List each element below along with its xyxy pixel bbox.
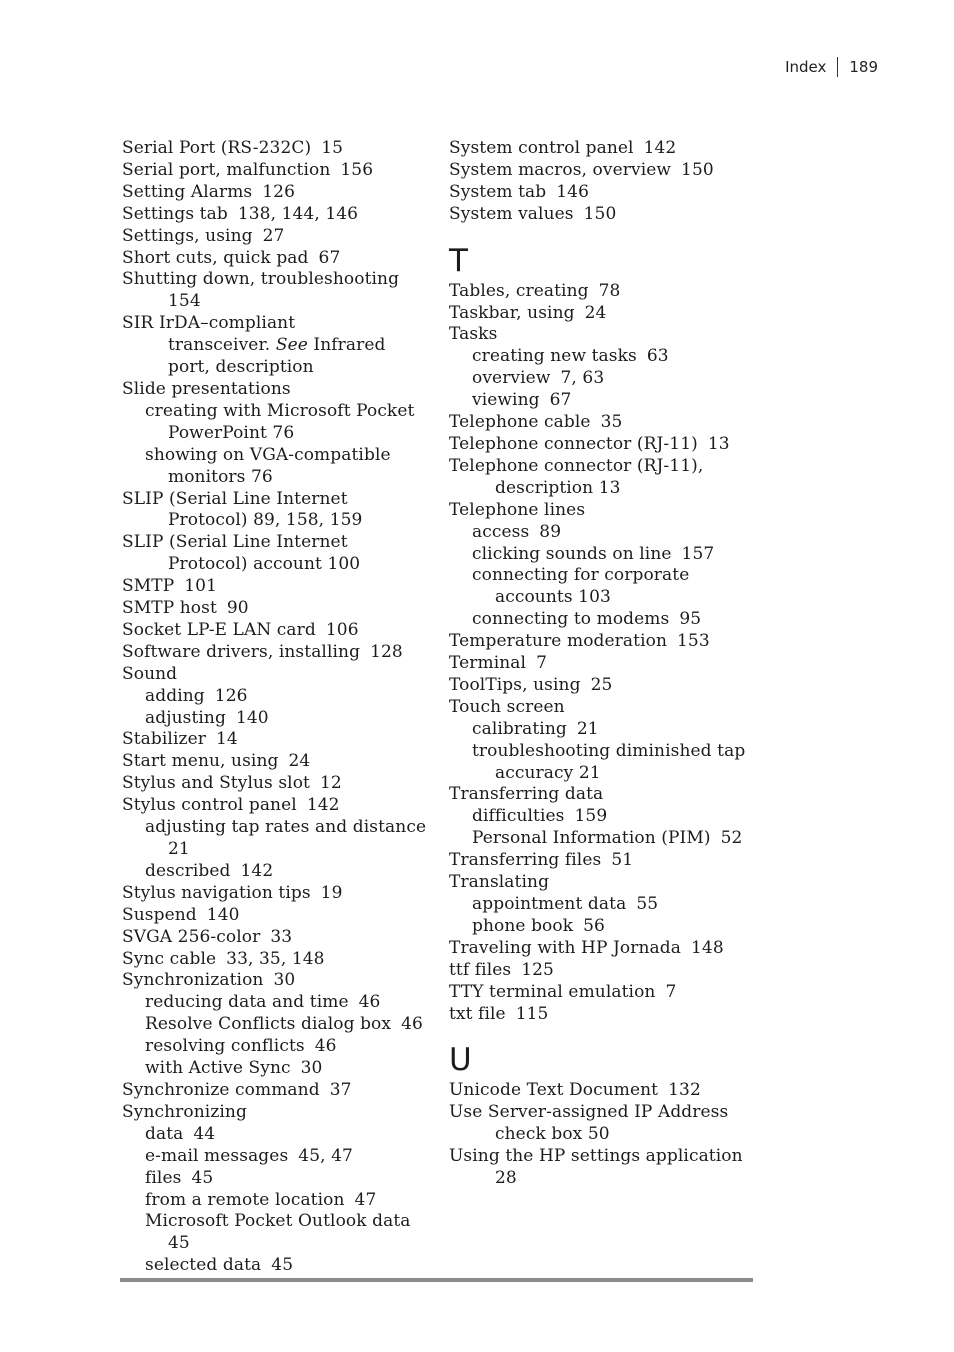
entry-text: viewing: [472, 390, 540, 411]
index-subentry: [449, 390, 759, 412]
index-entry: [122, 927, 442, 949]
entry-text: ttf files: [449, 959, 512, 980]
index-column-left: [122, 138, 442, 1277]
entry-pages: 35: [600, 412, 623, 433]
index-entry: [122, 905, 442, 927]
index-entry: [122, 489, 442, 511]
entry-text: Translating: [449, 872, 550, 893]
entry-pages: 51: [611, 850, 634, 871]
entry-text: Socket LP-E LAN card: [122, 619, 316, 640]
index-entry-continuation: Protocol) 89, 158, 159: [168, 510, 363, 531]
index-entry: [449, 138, 759, 160]
index-subentry: [449, 719, 759, 741]
entry-text: phone book: [472, 915, 574, 936]
index-entry: [122, 598, 442, 620]
entry-text: Telephone cable: [449, 412, 591, 433]
index-entry: [449, 850, 759, 872]
index-subentry: [449, 368, 759, 390]
entry-text: Transferring files: [449, 850, 602, 871]
page-number: 189: [849, 58, 878, 76]
entry-text: Serial port, malfunction: [122, 159, 331, 180]
entry-pages: 30: [300, 1058, 323, 1079]
entry-text: Tasks: [449, 324, 498, 345]
entry-pages: 37: [329, 1079, 352, 1100]
entry-text: Tables, creating: [449, 280, 589, 301]
index-entry-continuation: accounts 103: [495, 587, 611, 608]
entry-pages: 44: [193, 1123, 216, 1144]
index-entry: [449, 1004, 759, 1026]
entry-text: adjusting: [145, 707, 226, 728]
index-entry: [449, 697, 759, 719]
entry-text: System macros, overview: [449, 159, 672, 180]
entry-pages: 153: [677, 631, 710, 652]
entry-text: Telephone lines: [449, 499, 586, 520]
index-subentry: [122, 1124, 442, 1146]
entry-text: Terminal: [449, 653, 527, 674]
entry-text: Sync cable: [122, 948, 217, 969]
entry-pages: 157: [681, 543, 715, 564]
index-entry-continuation: PowerPoint 76: [168, 422, 295, 443]
index-entry: [449, 303, 759, 325]
entry-pages: 126: [262, 181, 296, 202]
index-subentry: [449, 346, 759, 368]
entry-text: from a remote location: [145, 1189, 345, 1210]
index-subentry: [122, 817, 442, 839]
index-entry: [122, 532, 442, 554]
entry-pages: 95: [679, 609, 702, 630]
entry-text: Traveling with HP Jornada: [449, 937, 681, 958]
entry-pages: 142: [643, 138, 677, 158]
entry-pages: 132: [668, 1080, 701, 1101]
index-subentry: [122, 686, 442, 708]
index-entry: [122, 576, 442, 598]
index-entry: [122, 138, 442, 160]
entry-text: Synchronizing: [122, 1101, 247, 1122]
entry-text: Personal Information (PIM): [472, 828, 711, 849]
index-subentry: [449, 806, 759, 828]
entry-pages: 101: [184, 576, 217, 597]
entry-pages: 115: [515, 1003, 549, 1024]
entry-text: access: [472, 521, 530, 542]
index-entry-continuation: [122, 357, 442, 379]
entry-pages: 7: [665, 981, 677, 1002]
index-subentry: [122, 1190, 442, 1212]
entry-text: Serial Port (RS-232C): [122, 138, 312, 158]
index-subentry: [122, 1014, 442, 1036]
entry-pages: 7, 63: [560, 368, 605, 389]
index-entry: [122, 751, 442, 773]
entry-pages: 33: [270, 926, 293, 947]
index-subentry: [122, 708, 442, 730]
entry-text: clicking sounds on line: [472, 543, 672, 564]
entry-text: System values: [449, 203, 574, 224]
entry-text: appointment data: [472, 894, 627, 914]
index-entry-continuation: 154: [168, 291, 201, 312]
entry-text: adding: [145, 685, 205, 706]
entry-text: Start menu, using: [122, 751, 279, 772]
index-entry: [449, 204, 759, 226]
index-entry: [122, 226, 442, 248]
entry-pages: 142: [240, 860, 274, 881]
index-entry: [122, 160, 442, 182]
index-subentry: [122, 1036, 442, 1058]
index-entry: [449, 412, 759, 434]
index-entry: [449, 631, 759, 653]
index-entry: [122, 620, 442, 642]
entry-pages: 128: [370, 641, 403, 662]
running-header: [785, 57, 878, 77]
entry-pages: 138, 144, 146: [237, 203, 359, 224]
index-entry: [122, 1080, 442, 1102]
entry-text: Taskbar, using: [449, 302, 575, 323]
entry-text: Resolve Conflicts dialog box: [145, 1014, 392, 1035]
entry-pages: 21: [576, 718, 599, 739]
index-entry-continuation: monitors 76: [168, 466, 273, 487]
index-subentry: [122, 1211, 442, 1233]
entry-text: creating new tasks: [472, 346, 637, 367]
index-entry: [122, 642, 442, 664]
entry-text: files: [145, 1167, 182, 1188]
letter-heading: T: [449, 242, 469, 279]
entry-text: difficulties: [472, 806, 565, 827]
entry-pages: 156: [340, 159, 374, 180]
section-title: Index: [785, 58, 827, 76]
index-entry: [122, 1102, 442, 1124]
entry-pages: 148: [691, 937, 724, 958]
entry-text: SMTP: [122, 576, 175, 597]
entry-text: Stylus control panel: [122, 795, 297, 816]
entry-pages: 106: [325, 619, 359, 640]
entry-text: SIR IrDA–compliant: [122, 313, 296, 334]
index-entry: [449, 1102, 759, 1124]
entry-text: reducing data and time: [145, 992, 349, 1013]
entry-pages: 142: [306, 795, 340, 816]
index-column-right: [449, 138, 759, 1190]
index-entry: [122, 664, 442, 686]
entry-pages: 19: [320, 882, 343, 903]
entry-text: Unicode Text Document: [449, 1080, 659, 1101]
entry-pages: 78: [598, 280, 621, 301]
index-entry-continuation: Protocol) account 100: [168, 554, 361, 575]
entry-text: System control panel: [449, 138, 634, 158]
index-subentry: [449, 741, 759, 763]
index-entry-continuation: accuracy 21: [495, 762, 601, 783]
entry-text: Telephone connector (RJ-11),: [449, 455, 704, 476]
index-subentry: [449, 544, 759, 566]
entry-pages: 55: [636, 894, 659, 914]
entry-pages: 89: [539, 521, 562, 542]
index-entry: [449, 500, 759, 522]
index-entry: [122, 269, 442, 291]
index-entry: [122, 182, 442, 204]
entry-text: Synchronize command: [122, 1079, 320, 1100]
entry-text: troubleshooting diminished tap: [472, 740, 746, 761]
letter-heading: U: [449, 1042, 472, 1079]
index-entry: [449, 982, 759, 1004]
index-subentry: [122, 1168, 442, 1190]
entry-pages: 14: [215, 729, 238, 750]
entry-text: selected data: [145, 1255, 262, 1276]
entry-pages: 159: [574, 806, 608, 827]
entry-text: Setting Alarms: [122, 181, 253, 202]
index-entry: [449, 960, 759, 982]
entry-text: overview: [472, 368, 551, 389]
index-subentry: [122, 861, 442, 883]
entry-text: Slide presentations: [122, 378, 291, 399]
entry-text: SMTP host: [122, 598, 217, 619]
entry-pages: 30: [273, 970, 296, 991]
entry-pages: 27: [262, 225, 285, 246]
entry-pages: 46: [401, 1014, 423, 1035]
entry-text: transceiver. See Infrared: [168, 335, 386, 356]
index-entry: [449, 1080, 759, 1102]
index-entry: [122, 729, 442, 751]
index-entry: [449, 675, 759, 697]
index-entry: [122, 949, 442, 971]
index-entry: [449, 434, 759, 456]
entry-text: SLIP (Serial Line Internet: [122, 532, 348, 553]
index-entry: [449, 160, 759, 182]
entry-text: Temperature moderation: [449, 631, 667, 652]
index-entry-continuation: description 13: [495, 477, 621, 498]
entry-text: Synchronization: [122, 970, 264, 991]
index-entry-continuation: check box 50: [495, 1124, 610, 1145]
entry-text: txt file: [449, 1003, 506, 1024]
entry-pages: 56: [583, 915, 605, 936]
entry-pages: 52: [720, 828, 743, 849]
entry-text: Stabilizer: [122, 729, 206, 750]
index-entry: [449, 872, 759, 894]
entry-pages: 125: [521, 959, 554, 980]
index-entry-continuation: 28: [495, 1168, 517, 1189]
entry-text: Using the HP settings application: [449, 1146, 743, 1167]
entry-pages: 47: [354, 1189, 377, 1210]
entry-pages: 45: [271, 1255, 294, 1276]
entry-text: Stylus navigation tips: [122, 882, 311, 903]
entry-pages: 140: [235, 707, 269, 728]
entry-text: Telephone connector (RJ-11): [449, 433, 698, 454]
entry-text: SVGA 256-color: [122, 926, 261, 947]
index-entry: [449, 324, 759, 346]
index-entry: [449, 182, 759, 204]
index-entry: [122, 773, 442, 795]
entry-pages: 150: [681, 159, 714, 180]
entry-pages: 33, 35, 148: [226, 948, 325, 969]
entry-text: Touch screen: [449, 696, 565, 717]
entry-text: connecting to modems: [472, 609, 670, 630]
index-subentry: [122, 445, 442, 467]
entry-pages: 13: [707, 433, 730, 454]
entry-pages: 46: [358, 992, 381, 1013]
index-subentry: [122, 1058, 442, 1080]
entry-text: Software drivers, installing: [122, 641, 361, 662]
index-subentry: [122, 1146, 442, 1168]
entry-text: Shutting down, troubleshooting: [122, 269, 400, 290]
entry-pages: 46: [314, 1036, 337, 1057]
index-subentry: [449, 828, 759, 850]
entry-text: data: [145, 1123, 184, 1144]
entry-pages: 24: [288, 751, 311, 772]
index-entry: [122, 248, 442, 270]
footer-rule: [120, 1278, 753, 1282]
entry-text: System tab: [449, 181, 547, 202]
index-entry: [449, 784, 759, 806]
entry-text: calibrating: [472, 718, 567, 739]
header-divider: [837, 57, 838, 77]
entry-text: ToolTips, using: [449, 674, 581, 695]
entry-pages: 67: [549, 390, 572, 411]
index-subentry: [449, 565, 759, 587]
entry-pages: 150: [583, 203, 617, 224]
entry-text: with Active Sync: [145, 1058, 291, 1079]
index-entry: [449, 456, 759, 478]
entry-text: Transferring data: [449, 784, 604, 805]
entry-pages: 67: [318, 247, 341, 268]
index-subentry: [449, 894, 759, 916]
entry-text: Use Server-assigned IP Address: [449, 1102, 729, 1123]
entry-text: Settings tab: [122, 203, 228, 224]
index-entry: [449, 653, 759, 675]
entry-text: Suspend: [122, 904, 197, 925]
entry-pages: 45, 47: [298, 1145, 353, 1166]
entry-text: Microsoft Pocket Outlook data: [145, 1211, 411, 1232]
index-subentry: [449, 916, 759, 938]
entry-text: e-mail messages: [145, 1145, 289, 1166]
index-entry: [122, 795, 442, 817]
index-subentry: [122, 992, 442, 1014]
entry-text: described: [145, 860, 231, 881]
index-entry-continuation: [122, 335, 442, 357]
entry-text: Short cuts, quick pad: [122, 247, 309, 268]
entry-pages: 25: [590, 674, 613, 695]
entry-pages: 12: [320, 773, 342, 794]
entry-text: connecting for corporate: [472, 565, 690, 586]
index-subentry: [449, 522, 759, 544]
entry-text: Sound: [122, 663, 178, 684]
index-entry: [449, 1146, 759, 1168]
entry-text: TTY terminal emulation: [449, 981, 656, 1002]
entry-text: Stylus and Stylus slot: [122, 773, 310, 794]
index-entry: [122, 970, 442, 992]
entry-pages: 7: [536, 653, 548, 674]
index-subentry: [449, 609, 759, 631]
index-entry: [122, 204, 442, 226]
index-entry: [122, 883, 442, 905]
index-entry: [122, 379, 442, 401]
entry-pages: 24: [584, 302, 607, 323]
entry-text: resolving conflicts: [145, 1036, 305, 1057]
entry-pages: 140: [206, 904, 240, 925]
index-entry: [449, 938, 759, 960]
entry-text: Settings, using: [122, 225, 253, 246]
entry-text: port, description: [168, 357, 314, 378]
index-entry-continuation: 21: [168, 839, 190, 859]
entry-text: adjusting tap rates and distance: [145, 817, 427, 838]
entry-text: creating with Microsoft Pocket: [145, 400, 415, 421]
index-subentry: [122, 1255, 442, 1277]
entry-pages: 63: [646, 346, 669, 367]
index-entry: [449, 281, 759, 303]
entry-text: showing on VGA-compatible: [145, 444, 391, 465]
entry-pages: 45: [191, 1167, 214, 1188]
entry-text: SLIP (Serial Line Internet: [122, 488, 348, 509]
entry-pages: 126: [214, 685, 248, 706]
index-subentry: [122, 401, 442, 423]
index-entry: [122, 313, 442, 335]
index-entry-continuation: 45: [168, 1233, 190, 1254]
entry-pages: 146: [556, 181, 589, 202]
entry-pages: 90: [226, 598, 249, 619]
entry-pages: 15: [321, 138, 344, 158]
